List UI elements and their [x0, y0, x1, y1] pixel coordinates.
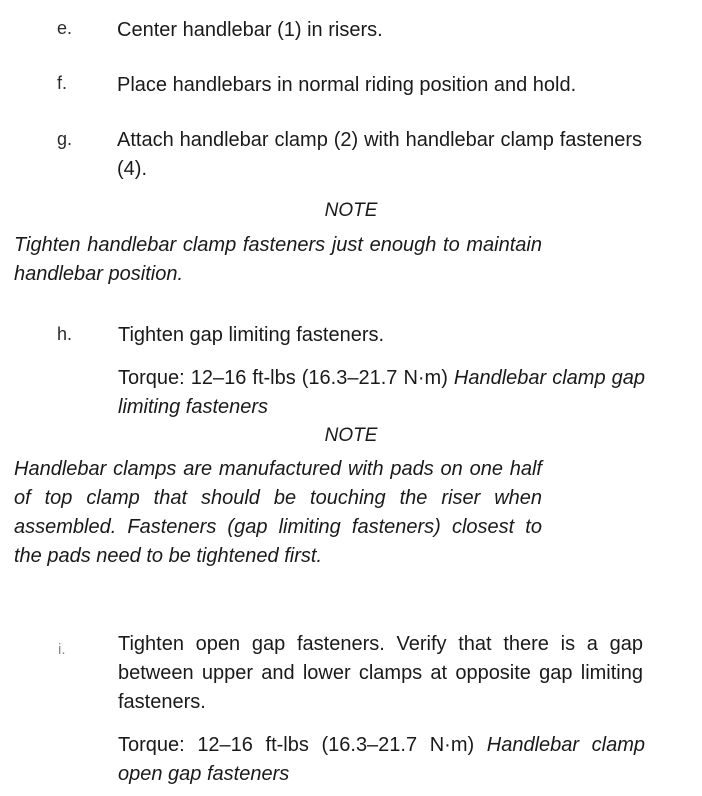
- step-text-e: Center handlebar (1) in risers.: [117, 19, 383, 41]
- step-letter-h: h.: [57, 324, 73, 344]
- torque-value: Torque: 12–16 ft-lbs (16.3–21.7 N·m): [118, 367, 448, 389]
- torque-description: Handlebar clamp open gap fasteners: [118, 734, 645, 785]
- torque-spec: [118, 364, 645, 422]
- note-heading: NOTE: [324, 200, 378, 221]
- step-letter-g: g.: [57, 129, 73, 149]
- step-letter-e: e.: [57, 18, 73, 38]
- step-text-f: Place handlebars in normal riding position and hold.: [117, 74, 577, 96]
- step-letter-f: f.: [57, 73, 68, 93]
- note-text: Handlebar clamps are manufactured with pads on one half of top clamp that should be touching the riser when assembled. Fasteners (gap limiting fasteners) closest to the pads need to be tightened first.: [14, 458, 542, 567]
- note-heading: NOTE: [324, 425, 378, 446]
- step-text-h: Tighten gap limiting fasteners.: [118, 324, 385, 346]
- torque-spec: [118, 731, 645, 789]
- step-text-g: Attach handlebar clamp (2) with handlebar clamp fasteners (4).: [117, 129, 642, 180]
- torque-description: Handlebar clamp gap limiting fasteners: [118, 367, 645, 418]
- step-letter-i: i.: [58, 641, 66, 658]
- note-text: Tighten handlebar clamp fasteners just enough to maintain handlebar position.: [14, 234, 542, 285]
- step-text-i: Tighten open gap fasteners. Verify that there is a gap between upper and lower clamps at opposite gap limiting fasteners.: [118, 633, 643, 713]
- torque-value: Torque: 12–16 ft-lbs (16.3–21.7 N·m): [118, 734, 475, 756]
